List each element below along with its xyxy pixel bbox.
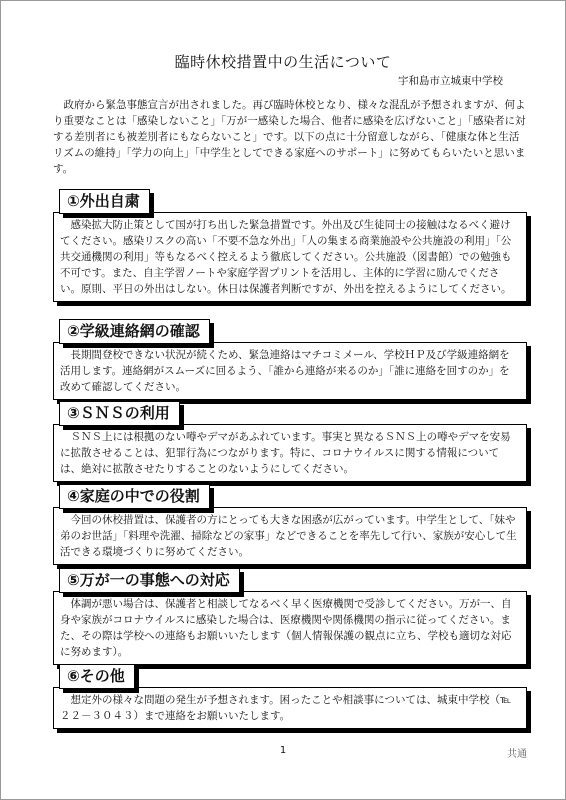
section-body: 体調が悪い場合は、保護者と相談してなるべく早く医療機関で受診してください。万が一、自身や家族がコロナウイルスに感染した場合は、医療機関や関係機関の指示に従ってください。また、その際は学校への連絡もお願いいたします（個人情報保護の観点に立ち、学校も適切な対応に努めます）。 xyxy=(53,591,527,665)
section-heading: ⑤万が一の事態への対応 xyxy=(59,568,240,593)
intro-paragraph xyxy=(53,97,528,177)
section-body: 想定外の様々な問題の発生が予想されます。困ったことや相談事については、城東中学校（℡２２－３０４３）まで連絡をお願いいたします。 xyxy=(53,687,527,729)
section-family-role xyxy=(53,484,527,565)
section-other xyxy=(53,664,527,729)
section-sns xyxy=(53,401,527,482)
section-body: 感染拡大防止策として国が打ち出した緊急措置です。外出及び生徒同士の接触はなるべく避けてください。感染リスクの高い「不要不急な外出」「人の集まる商業施設や公共施設の利用」「公共交通機関の利用」等もなるべく控えるよう徹底してください。公共施設（図書館）での勉強も不可です。また、自主学習ノートや家庭学習プリントを活用し、主体的に学習に励んでください。原則、平日の外出はしない。休日は保護者判断ですが、外出を控えるようにしてください。 xyxy=(53,212,527,302)
section-body: ＳＮＳ上には根拠のない噂やデマがあふれています。事実と異なるＳＮＳ上の噂やデマを安易に拡散させることは、犯罪行為につながります。特に、コロナウイルスに関する情報については、絶対に拡散させたりすることのないようにしてください。 xyxy=(53,424,527,482)
section-going-out xyxy=(53,189,527,302)
school-name: 宇和島市立城東中学校 xyxy=(398,75,503,87)
section-heading: ⑥その他 xyxy=(59,664,135,689)
intro-text: 政府から緊急事態宣言が出されました。再び臨時休校となり、様々な混乱が予想されますが、何より重要なことは「感染しないこと」「万が一感染した場合、他者に感染を広げないこと」「感染者に対する差別者にも被差別者にもならないこと」です。以下の点に十分留意しながら、「健康な体と生活リズムの維持」「学力の向上」「中学生としてできる家庭へのサポート」に努めてもらいたいと思います。 xyxy=(53,99,526,175)
section-emergency xyxy=(53,568,527,665)
section-contact-network xyxy=(53,319,527,400)
section-heading: ②学級連絡網の確認 xyxy=(59,319,210,344)
section-body: 今回の休校措置は、保護者の方にとっても大きな困惑が広がっています。中学生として、「妹や弟のお世話」「料理や洗濯、掃除などの家事」などできることを率先して行い、家族が安心して生活できる環境づくりに努めてください。 xyxy=(53,507,527,565)
section-heading: ①外出自粛 xyxy=(59,189,150,214)
page-number: 1 xyxy=(279,745,287,756)
section-heading: ④家庭の中での役割 xyxy=(59,484,210,509)
section-body: 長期間登校できない状況が続くため、緊急連絡はマチコミメール、学校ＨＰ及び学級連絡網を活用します。連絡網がスムーズに回るよう、「誰から連絡が来るのか」「誰に連絡を回すのか」を改めて確認してください。 xyxy=(53,342,527,400)
document-title: 臨時休校措置中の生活について xyxy=(174,53,392,71)
footer-tag: 共通 xyxy=(507,749,527,760)
section-heading: ③ＳＮＳの利用 xyxy=(59,401,180,426)
